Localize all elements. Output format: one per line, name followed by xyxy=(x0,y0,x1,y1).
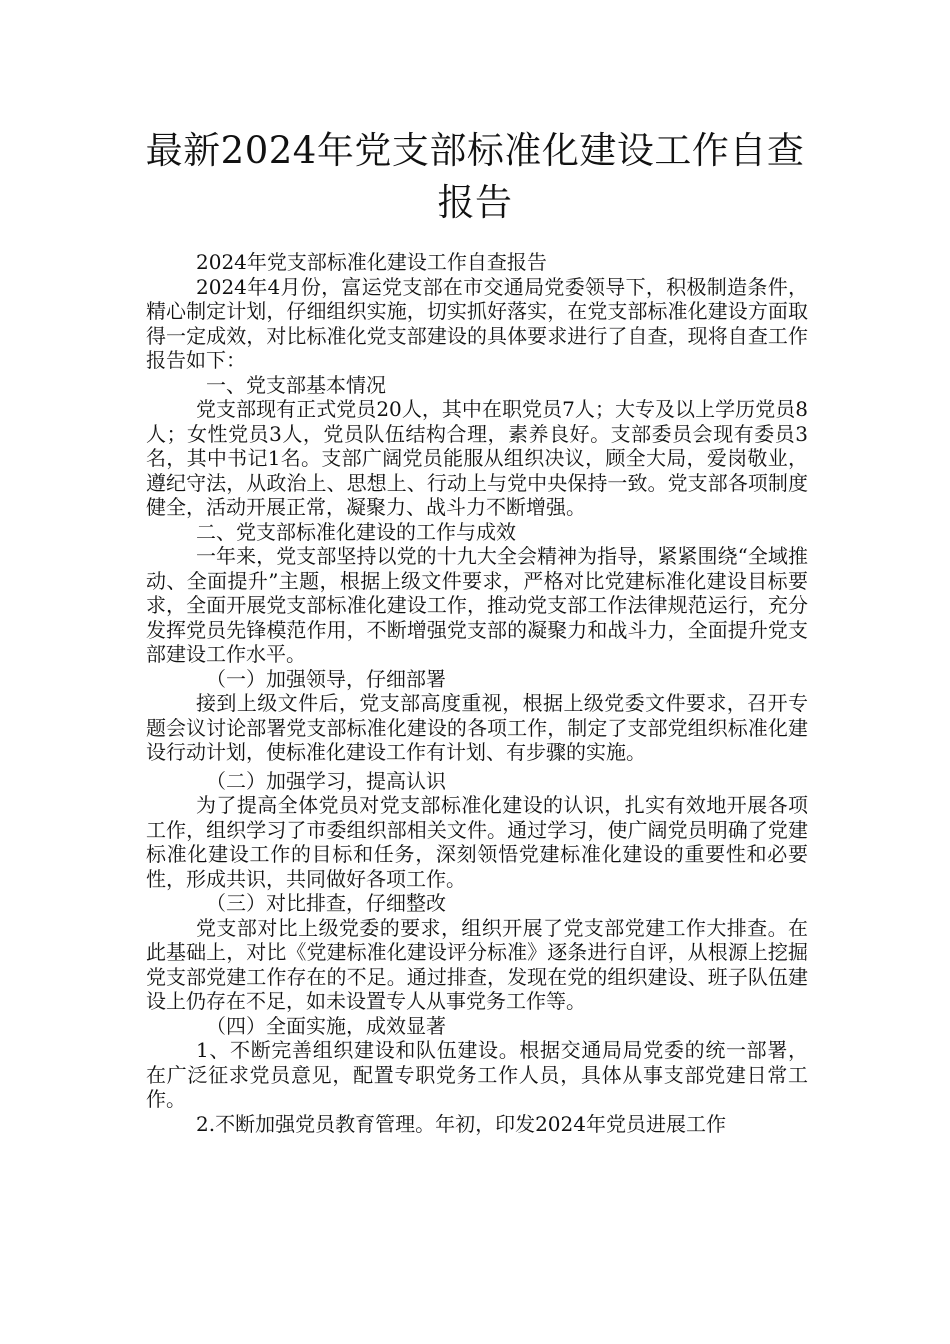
body-paragraph: 党支部现有正式党员20人，其中在职党员7人；大专及以上学历党员8人；女性党员3人，党员队伍结构合理，素养良好。支部委员会现有委员3名，其中书记1名。支部广阔党员能服从组织决议，顾全大局，爱岗敬业，遵纪守法，从政治上、思想上、行动上与党中央保持一致。党支部各项制度健全，活动开展正常，凝聚力、战斗力不断增强。 xyxy=(146,397,808,519)
section-heading: （三）对比排查，仔细整改 xyxy=(206,891,446,915)
body-paragraph: 一年来，党支部坚持以党的十九大全会精神为指导，紧紧围绕“全域推动、全面提升”主题，根据上级文件要求，严格对比党建标准化建设目标要求，全面开展党支部标准化建设工作，推动党支部工作法律规范运行，充分发挥党员先锋模范作用，不断增强党支部的凝聚力和战斗力，全面提升党支部建设工作水平。 xyxy=(146,544,808,666)
section-heading: （四）全面实施，成效显著 xyxy=(206,1013,446,1038)
section-heading: （一）加强领导，仔细部署 xyxy=(206,666,446,691)
body-paragraph: 1、不断完善组织建设和队伍建设。根据交通局局党委的统一部署，在广泛征求党员意见，配置专职党务工作人员，具体从事支部党建日常工作。 xyxy=(146,1038,808,1111)
body-paragraph: 为了提高全体党员对党支部标准化建设的认识，扎实有效地开展各项工作，组织学习了市委组织部相关文件。通过学习，使广阔党员明确了党建标准化建设工作的目标和任务，深刻领悟党建标准化建设的重要性和必要性，形成共识，共同做好各项工作。 xyxy=(146,793,808,891)
document-body xyxy=(146,250,808,1136)
section-heading: （二）加强学习，提高认识 xyxy=(206,768,446,793)
section-heading: 一、党支部基本情况 xyxy=(206,372,386,397)
document-title: 最新2024年党支部标准化建设工作自查报告 xyxy=(145,129,805,224)
body-paragraph: 党支部对比上级党委的要求，组织开展了党支部党建工作大排查。在此基础上，对比《党建标准化建设评分标准》逐条进行自评，从根源上挖掘党支部党建工作存在的不足。通过排查，发现在党的组织建设、班子队伍建设上仍存在不足，如未设置专人从事党务工作等。 xyxy=(146,915,808,1013)
body-paragraph: 2.不断加强党员教育管理。年初，印发2024年党员进展工作 xyxy=(196,1111,726,1136)
body-paragraph: 2024年党支部标准化建设工作自查报告 xyxy=(196,250,547,274)
body-paragraph: 2024年4月份，富运党支部在市交通局党委领导下，积极制造条件，精心制定计划，仔细组织实施，切实抓好落实，在党支部标准化建设方面取得一定成效，对比标准化党支部建设的具体要求进行了自查，现将自查工作报告如下： xyxy=(146,274,808,372)
body-paragraph: 接到上级文件后，党支部高度重视，根据上级党委文件要求，召开专题会议讨论部署党支部标准化建设的各项工作，制定了支部党组织标准化建设行动计划，使标准化建设工作有计划、有步骤的实施。 xyxy=(146,691,808,764)
body-paragraph: 二、党支部标准化建设的工作与成效 xyxy=(196,519,516,544)
